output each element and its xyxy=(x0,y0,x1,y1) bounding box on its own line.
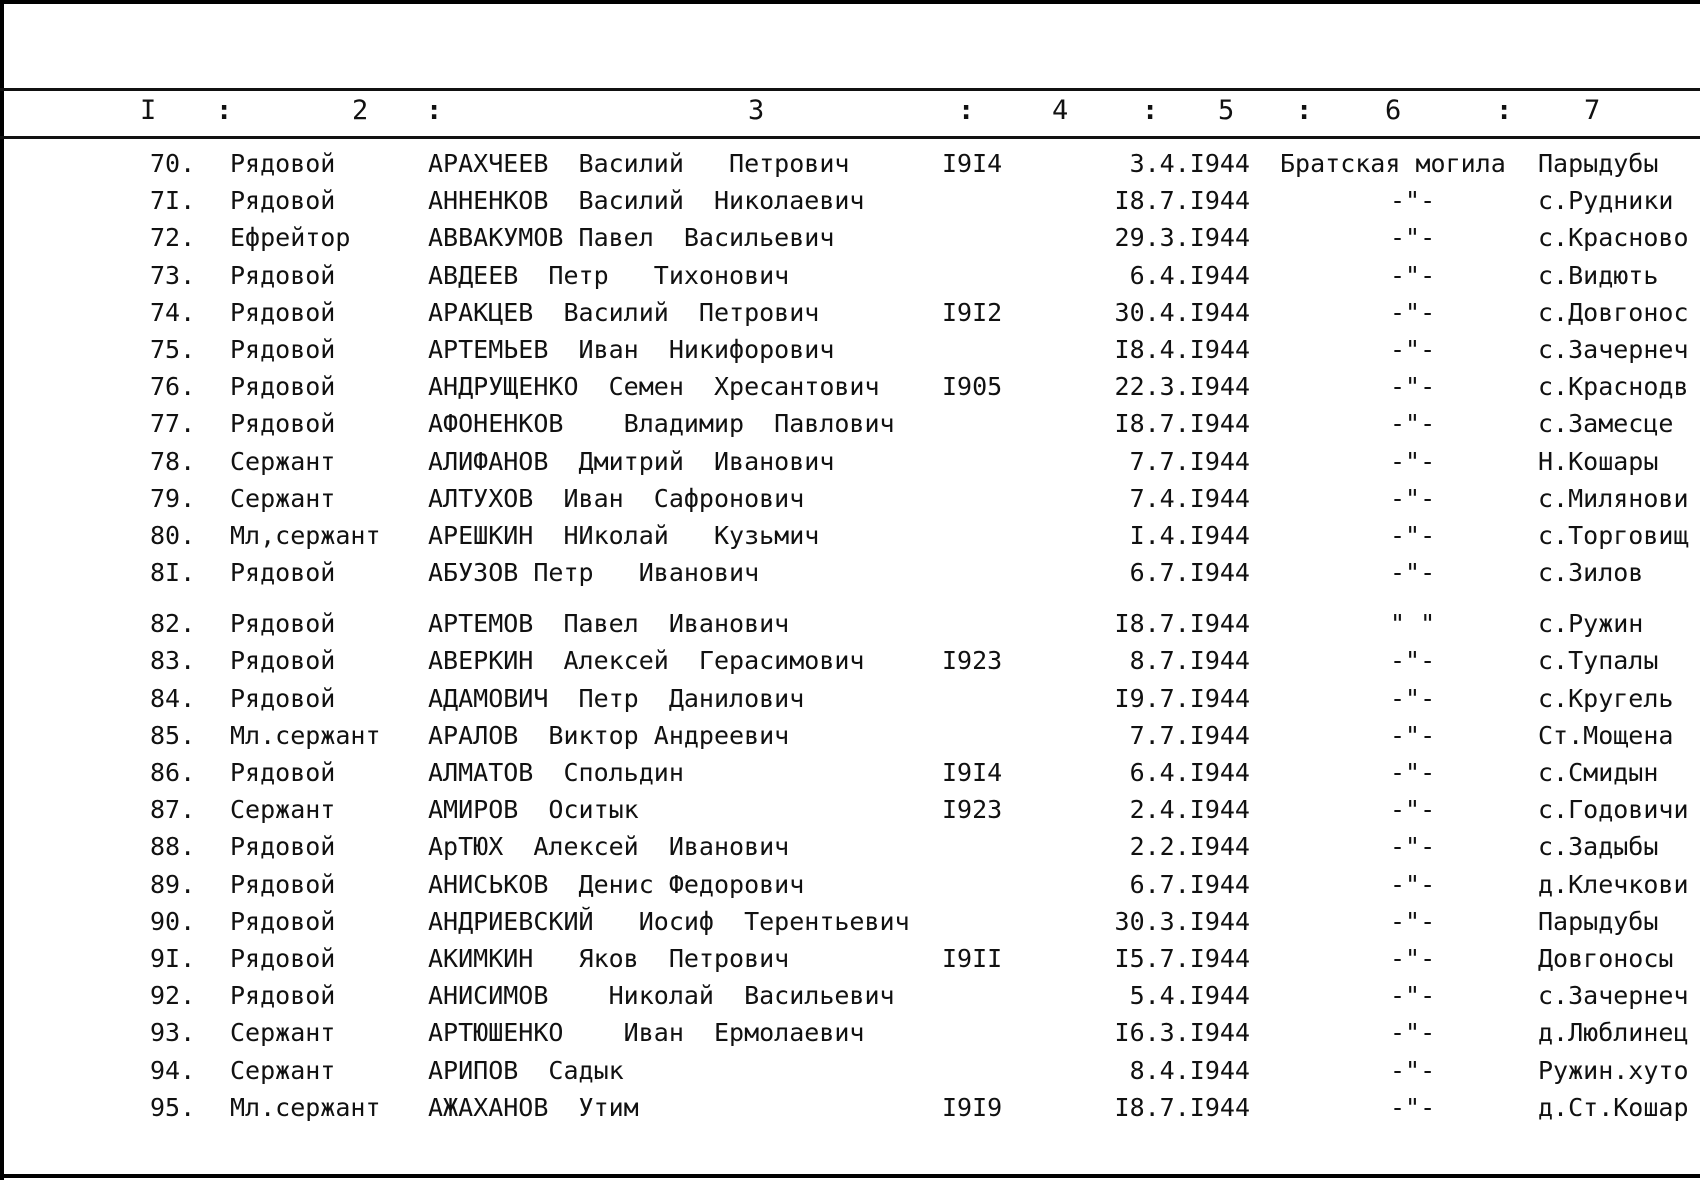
full-name-cell: АФОНЕНКОВ Владимир Павлович xyxy=(428,409,895,439)
column-header-6: 6 xyxy=(1385,95,1402,126)
locality-cell: с.Годовичи xyxy=(1538,795,1689,825)
birth-year-cell: I9I9 xyxy=(942,1092,1003,1122)
rank-cell: Рядовой xyxy=(230,334,336,364)
rank-cell: Сержант xyxy=(230,483,336,513)
row-number: 79. xyxy=(150,483,196,513)
full-name-cell: АВВАКУМОВ Павел Васильевич xyxy=(428,223,835,253)
page-border-bottom xyxy=(0,1174,1700,1178)
rank-cell: Рядовой xyxy=(230,186,336,216)
rank-cell: Сержант xyxy=(230,446,336,476)
table-row xyxy=(0,145,1700,182)
full-name-cell: АЛИФАНОВ Дмитрий Иванович xyxy=(428,446,835,476)
row-number: 83. xyxy=(150,646,196,676)
death-date-cell: I8.7.I944 xyxy=(1114,609,1250,639)
death-date-cell: 30.3.I944 xyxy=(1114,906,1250,936)
birth-year-cell: I923 xyxy=(942,646,1003,676)
column-header-row xyxy=(0,94,1700,128)
full-name-cell: АРТЮШЕНКО Иван Ермолаевич xyxy=(428,1018,865,1048)
full-name-cell: АРАКЦЕВ Василий Петрович xyxy=(428,297,820,327)
rank-cell: Рядовой xyxy=(230,832,336,862)
death-date-cell: 8.4.I944 xyxy=(1129,1055,1250,1085)
full-name-cell: АНИСИМОВ Николай Васильевич xyxy=(428,981,895,1011)
row-number: 80. xyxy=(150,520,196,550)
table-row xyxy=(0,642,1700,679)
burial-place-cell: -"- xyxy=(1390,372,1436,402)
burial-place-cell: -"- xyxy=(1390,1018,1436,1048)
rank-cell: Мл,сержант xyxy=(230,520,381,550)
row-number: 77. xyxy=(150,409,196,439)
locality-cell: Парыдубы xyxy=(1538,906,1659,936)
row-number: 89. xyxy=(150,869,196,899)
row-number: 74. xyxy=(150,297,196,327)
locality-cell: с.Довгонос xyxy=(1538,297,1689,327)
death-date-cell: I.4.I944 xyxy=(1129,520,1250,550)
death-date-cell: 7.7.I944 xyxy=(1129,720,1250,750)
table-row xyxy=(0,866,1700,903)
burial-place-cell: -"- xyxy=(1390,943,1436,973)
full-name-cell: АрТЮХ Алексей Иванович xyxy=(428,832,790,862)
row-number: 73. xyxy=(150,260,196,290)
full-name-cell: АНИСЬКОВ Денис Федорович xyxy=(428,869,805,899)
table-row xyxy=(0,517,1700,554)
column-separator: : xyxy=(426,95,443,126)
table-row xyxy=(0,717,1700,754)
row-number: 78. xyxy=(150,446,196,476)
row-number: 85. xyxy=(150,720,196,750)
table-row xyxy=(0,257,1700,294)
rank-cell: Рядовой xyxy=(230,981,336,1011)
rank-cell: Мл.сержант xyxy=(230,1092,381,1122)
table-row xyxy=(0,182,1700,219)
full-name-cell: АННЕНКОВ Василий Николаевич xyxy=(428,186,865,216)
locality-cell: с.Милянови xyxy=(1538,483,1689,513)
death-date-cell: 5.4.I944 xyxy=(1129,981,1250,1011)
header-rule-bottom xyxy=(0,136,1700,139)
rank-cell: Мл.сержант xyxy=(230,720,381,750)
burial-place-cell: -"- xyxy=(1390,520,1436,550)
locality-cell: с.Зачернеч xyxy=(1538,334,1689,364)
burial-place-cell: -"- xyxy=(1390,1092,1436,1122)
rank-cell: Рядовой xyxy=(230,943,336,973)
locality-cell: с.Тупалы xyxy=(1538,646,1659,676)
locality-cell: с.Задыбы xyxy=(1538,832,1659,862)
full-name-cell: АЛМАТОВ Спольдин xyxy=(428,758,684,787)
locality-cell: Довгоносы xyxy=(1538,943,1674,973)
rank-cell: Рядовой xyxy=(230,869,336,899)
row-number: 70. xyxy=(150,149,196,178)
birth-year-cell: I923 xyxy=(942,795,1003,825)
records-table xyxy=(0,145,1700,1126)
table-row xyxy=(0,405,1700,442)
table-row xyxy=(0,1014,1700,1051)
full-name-cell: АРЕШКИН НИколай Кузьмич xyxy=(428,520,820,550)
table-row xyxy=(0,368,1700,405)
row-number: 9I. xyxy=(150,943,196,973)
burial-place-cell: -"- xyxy=(1390,906,1436,936)
birth-year-cell: I905 xyxy=(942,372,1003,402)
burial-place-cell: -"- xyxy=(1390,223,1436,253)
rank-cell: Рядовой xyxy=(230,558,336,588)
rank-cell: Рядовой xyxy=(230,297,336,327)
full-name-cell: АДАМОВИЧ Петр Данилович xyxy=(428,683,805,713)
table-row xyxy=(0,903,1700,940)
table-row xyxy=(0,294,1700,331)
table-row xyxy=(0,605,1700,642)
death-date-cell: I8.4.I944 xyxy=(1114,334,1250,364)
table-row xyxy=(0,828,1700,865)
table-row xyxy=(0,1089,1700,1126)
full-name-cell: АЖАХАНОВ Утим xyxy=(428,1092,639,1122)
full-name-cell: АНДРИЕВСКИЙ Иосиф Терентьевич xyxy=(428,906,910,936)
burial-place-cell: -"- xyxy=(1390,720,1436,750)
death-date-cell: 22.3.I944 xyxy=(1114,372,1250,402)
death-date-cell: I8.7.I944 xyxy=(1114,186,1250,216)
full-name-cell: АЛТУХОВ Иван Сафронович xyxy=(428,483,805,513)
full-name-cell: АРАЛОВ Виктор Андреевич xyxy=(428,720,790,750)
rank-cell: Рядовой xyxy=(230,906,336,936)
full-name-cell: АРИПОВ Садык xyxy=(428,1055,624,1085)
death-date-cell: I8.7.I944 xyxy=(1114,1092,1250,1122)
column-separator: : xyxy=(1296,95,1313,126)
column-separator: : xyxy=(1496,95,1513,126)
burial-place-cell: -"- xyxy=(1390,795,1436,825)
death-date-cell: 29.3.I944 xyxy=(1114,223,1250,253)
death-date-cell: 8.7.I944 xyxy=(1129,646,1250,676)
locality-cell: с.Смидын xyxy=(1538,758,1659,787)
locality-cell: д.Ст.Кошар xyxy=(1538,1092,1689,1122)
burial-place-cell: -"- xyxy=(1390,981,1436,1011)
table-row xyxy=(0,1052,1700,1089)
locality-cell: Парыдубы xyxy=(1538,149,1659,178)
rank-cell: Рядовой xyxy=(230,149,336,178)
locality-cell: с.Красново xyxy=(1538,223,1689,253)
full-name-cell: АМИРОВ Оситык xyxy=(428,795,639,825)
locality-cell: с.Замесце xyxy=(1538,409,1674,439)
burial-place-cell: -"- xyxy=(1390,334,1436,364)
locality-cell: с.Ружин xyxy=(1538,609,1644,639)
burial-place-cell: -"- xyxy=(1390,409,1436,439)
row-number: 87. xyxy=(150,795,196,825)
column-header-7: 7 xyxy=(1584,95,1601,126)
locality-cell: с.Зилов xyxy=(1538,558,1644,588)
column-separator: : xyxy=(958,95,975,126)
locality-cell: с.Зачернеч xyxy=(1538,981,1689,1011)
row-number: 82. xyxy=(150,609,196,639)
rank-cell: Сержант xyxy=(230,795,336,825)
locality-cell: с.Краснодв xyxy=(1538,372,1689,402)
locality-cell: д.Люблинец xyxy=(1538,1018,1689,1048)
table-row xyxy=(0,791,1700,828)
locality-cell: д.Клечкови xyxy=(1538,869,1689,899)
locality-cell: Ружин.хуто xyxy=(1538,1055,1689,1085)
death-date-cell: 30.4.I944 xyxy=(1114,297,1250,327)
burial-place-cell: -"- xyxy=(1390,869,1436,899)
row-number: 93. xyxy=(150,1018,196,1048)
column-header-5: 5 xyxy=(1218,95,1235,126)
full-name-cell: АВДЕЕВ Петр Тихонович xyxy=(428,260,790,290)
locality-cell: с.Торговищ xyxy=(1538,520,1689,550)
birth-year-cell: I9I4 xyxy=(942,758,1003,787)
page-border-top xyxy=(0,0,1700,4)
death-date-cell: I9.7.I944 xyxy=(1114,683,1250,713)
header-rule-top xyxy=(0,88,1700,91)
full-name-cell: АРТЕМОВ Павел Иванович xyxy=(428,609,790,639)
locality-cell: Н.Кошары xyxy=(1538,446,1659,476)
rank-cell: Рядовой xyxy=(230,372,336,402)
locality-cell: с.Видють xyxy=(1538,260,1659,290)
locality-cell: с.Кругель xyxy=(1538,683,1674,713)
rank-cell: Рядовой xyxy=(230,758,336,787)
column-header-4: 4 xyxy=(1052,95,1069,126)
burial-place-cell: -"- xyxy=(1390,683,1436,713)
row-number: 76. xyxy=(150,372,196,402)
row-number: 94. xyxy=(150,1055,196,1085)
row-number: 72. xyxy=(150,223,196,253)
burial-place-cell: -"- xyxy=(1390,558,1436,588)
burial-place-cell: -"- xyxy=(1390,758,1436,787)
locality-cell: с.Рудники xyxy=(1538,186,1674,216)
rank-cell: Рядовой xyxy=(230,683,336,713)
table-row xyxy=(0,554,1700,591)
row-number: 92. xyxy=(150,981,196,1011)
rank-cell: Сержант xyxy=(230,1018,336,1048)
birth-year-cell: I9I4 xyxy=(942,149,1003,178)
burial-place-cell: -"- xyxy=(1390,446,1436,476)
burial-place-cell: Братская могила xyxy=(1280,149,1506,178)
death-date-cell: 3.4.I944 xyxy=(1129,149,1250,178)
full-name-cell: АВЕРКИН Алексей Герасимович xyxy=(428,646,865,676)
column-separator: : xyxy=(216,95,233,126)
column-header-2: 2 xyxy=(352,95,369,126)
death-date-cell: 2.2.I944 xyxy=(1129,832,1250,862)
death-date-cell: 7.4.I944 xyxy=(1129,483,1250,513)
rank-cell: Рядовой xyxy=(230,646,336,676)
row-number: 84. xyxy=(150,683,196,713)
burial-place-cell: " " xyxy=(1390,609,1436,639)
death-date-cell: 2.4.I944 xyxy=(1129,795,1250,825)
burial-place-cell: -"- xyxy=(1390,260,1436,290)
burial-place-cell: -"- xyxy=(1390,646,1436,676)
row-number: 86. xyxy=(150,758,196,787)
locality-cell: Ст.Мощена xyxy=(1538,720,1674,750)
birth-year-cell: I9II xyxy=(942,943,1003,973)
death-date-cell: 6.7.I944 xyxy=(1129,869,1250,899)
death-date-cell: 6.4.I944 xyxy=(1129,758,1250,787)
burial-place-cell: -"- xyxy=(1390,186,1436,216)
table-row xyxy=(0,331,1700,368)
row-number: 8I. xyxy=(150,558,196,588)
full-name-cell: АБУЗОВ Петр Иванович xyxy=(428,558,760,588)
full-name-cell: АНДРУЩЕНКО Семен Хресантович xyxy=(428,372,880,402)
rank-cell: Рядовой xyxy=(230,609,336,639)
rank-cell: Рядовой xyxy=(230,260,336,290)
row-number: 7I. xyxy=(150,186,196,216)
row-number: 88. xyxy=(150,832,196,862)
full-name-cell: АРТЕМЬЕВ Иван Никифорович xyxy=(428,334,835,364)
row-number: 75. xyxy=(150,334,196,364)
death-date-cell: 6.4.I944 xyxy=(1129,260,1250,290)
death-date-cell: I8.7.I944 xyxy=(1114,409,1250,439)
rank-cell: Сержант xyxy=(230,1055,336,1085)
burial-place-cell: -"- xyxy=(1390,1055,1436,1085)
table-row xyxy=(0,219,1700,256)
burial-place-cell: -"- xyxy=(1390,832,1436,862)
row-number: 90. xyxy=(150,906,196,936)
birth-year-cell: I9I2 xyxy=(942,297,1003,327)
death-date-cell: 7.7.I944 xyxy=(1129,446,1250,476)
rank-cell: Ефрейтор xyxy=(230,223,351,253)
death-date-cell: I6.3.I944 xyxy=(1114,1018,1250,1048)
table-row xyxy=(0,754,1700,791)
table-row xyxy=(0,480,1700,517)
row-number: 95. xyxy=(150,1092,196,1122)
rank-cell: Рядовой xyxy=(230,409,336,439)
column-header-3: 3 xyxy=(748,95,765,126)
burial-place-cell: -"- xyxy=(1390,297,1436,327)
full-name-cell: АРАХЧЕЕВ Василий Петрович xyxy=(428,149,850,178)
death-date-cell: 6.7.I944 xyxy=(1129,558,1250,588)
full-name-cell: АКИМКИН Яков Петрович xyxy=(428,943,790,973)
death-date-cell: I5.7.I944 xyxy=(1114,943,1250,973)
table-row xyxy=(0,443,1700,480)
table-row xyxy=(0,680,1700,717)
column-header-1: I xyxy=(140,95,157,126)
column-separator: : xyxy=(1142,95,1159,126)
table-row xyxy=(0,940,1700,977)
burial-place-cell: -"- xyxy=(1390,483,1436,513)
table-row xyxy=(0,977,1700,1014)
